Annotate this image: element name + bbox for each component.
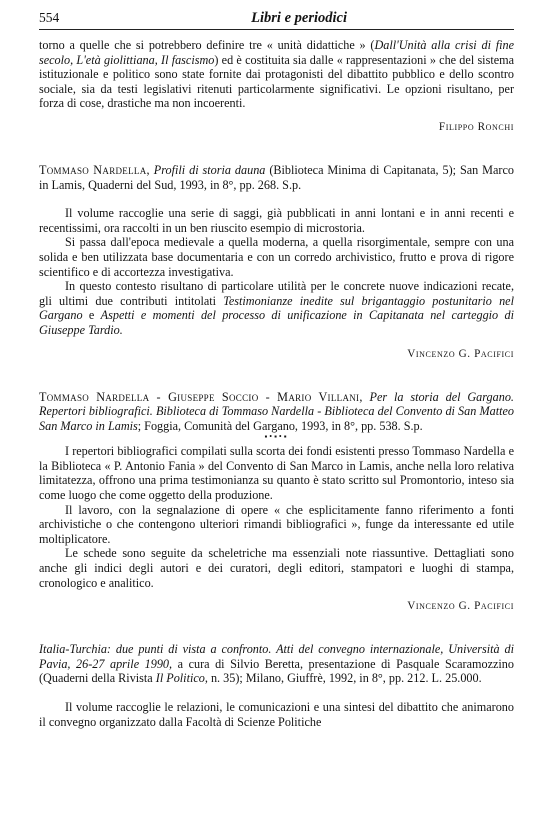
review-body: [39, 206, 514, 337]
book-citation: [39, 390, 514, 434]
book-title: Profili di storia dauna: [153, 162, 266, 177]
review-paragraph: Il lavoro, con la segnalazione di opere « che esplicitamente fanno riferimento a fonti archivistiche o che contengono ulteriori rimandi bibliografici », funge da interessante ed utile moltiplicatore.: [39, 502, 514, 546]
book-authors: Tommaso Nardella - Giuseppe Soccio - Mario Villani,: [39, 389, 363, 404]
page-number: 554: [39, 10, 60, 25]
review-per-la-storia-del-gargano: [39, 390, 514, 613]
reviewer-signature: Vincenzo G. Pacifici: [407, 600, 514, 613]
reviewer-signature: Vincenzo G. Pacifici: [407, 347, 514, 360]
review-paragraph: I repertori bibliografici compilati sulla scorta dei fondi esistenti presso Tommaso Nardella e la Biblioteca « P. Antonio Fania » del Convento di San Marco in Lamis, anche nella loro relativa limitatezza, offrono una prima testimonianza su quanto è stato scritto sul Promontorio, inteso sia come luogo che come oggetto della produzione.: [39, 444, 514, 503]
review-paragraph: Il volume raccoglie una serie di saggi, già pubblicati in anni lontani e in anni recenti e recentissimi, ora raccolti in un ben riuscito esempio di microstoria.: [39, 206, 514, 235]
book-citation: Italia-Turchia: due punti di vista a confronto. Atti del convegno internazionale, Università di Pavia, 26-27 aprile 1990, a cura di Silvio Beretta, presentazione di Pasquale Scaramozzino (Quaderni della Rivista Il Politico, n. 35); Milano, Giuffrè, 1992, in 8°, pp. 212. L. 25.000.: [39, 642, 514, 686]
book-citation: [39, 163, 514, 192]
continuation-paragraph: torno a quelle che si potrebbero definire tre « unità didattiche » (Dall'Unità alla crisi di fine secolo, L'età giolittiana, Il fascismo) ed è costituita sia dalle « rappresentazioni » che del sistema istituzionale e politico sono state fornite dai protagonisti del dibattito pubblico e dello scontro sociale, sia da testi legislativi ritenuti particolarmente significativi. Le opzioni risultano, per forza di cose, drastiche ma non incoerenti.: [39, 38, 515, 111]
reviewer-signature: Filippo Ronchi: [438, 120, 514, 133]
book-title: Per la storia del Gargano. Repertori bibliografici. Biblioteca di Tommaso Nardella - Biblioteca del Convento di San Matteo San Marco in Lamis: [39, 389, 514, 433]
book-title: Italia-Turchia: due punti di vista a confronto. Atti del convegno internazionale, Università di Pavia, 26-27 aprile 1990,: [39, 642, 514, 671]
book-details: ; Foggia, Comunità del Gargano, 1993, in 8°, pp. 538. S.p.: [137, 418, 423, 433]
review-paragraph: Il volume raccoglie le relazioni, le comunicazioni e una sintesi del dibattito che animarono il convegno organizzato dalla Facoltà di Scienze Politiche: [39, 700, 514, 729]
book-author: Tommaso Nardella,: [39, 162, 150, 177]
running-title: Libri e periodici: [251, 10, 347, 26]
review-paragraph: Le schede sono seguite da scheletriche ma essenziali note riassuntive. Dettagliati sono anche gli indici degli autori e dei curatori, degli editori, stampatori e luoghi di stampa, cronologico e analitico.: [39, 546, 514, 590]
review-body: [39, 444, 514, 590]
ornament: ▪•▪•▪: [264, 432, 289, 442]
book-details: (Biblioteca Minima di Capitanata, 5); San Marco in Lamis, Quaderni del Sud, 1993, in 8°, pp. 268. S.p.: [39, 162, 514, 192]
review-body: [39, 700, 514, 729]
running-head: [39, 10, 514, 30]
review-italia-turchia: [39, 642, 514, 729]
review-continuation: [39, 38, 514, 133]
review-profili-di-storia-dauna: [39, 163, 514, 360]
journal-name: Il Politico: [155, 671, 205, 686]
review-paragraph: Si passa dall'epoca medievale a quella moderna, a quella risorgimentale, sempre con una solida e ben utilizzata base documentaria e con un corredo archivistico, frutto e prova di rigore scientifico e di accortezza investigativa.: [39, 235, 514, 279]
review-paragraph: In questo contesto risultano di particolare utilità per le concrete nuove indicazioni recate, gli ultimi due contributi intitolati Testimonianze inedite sul brigantaggio postunitario nel Gargano e Aspetti e momenti del processo di unificazione in Capitanata nel carteggio di Giuseppe Tardio.: [39, 279, 514, 337]
